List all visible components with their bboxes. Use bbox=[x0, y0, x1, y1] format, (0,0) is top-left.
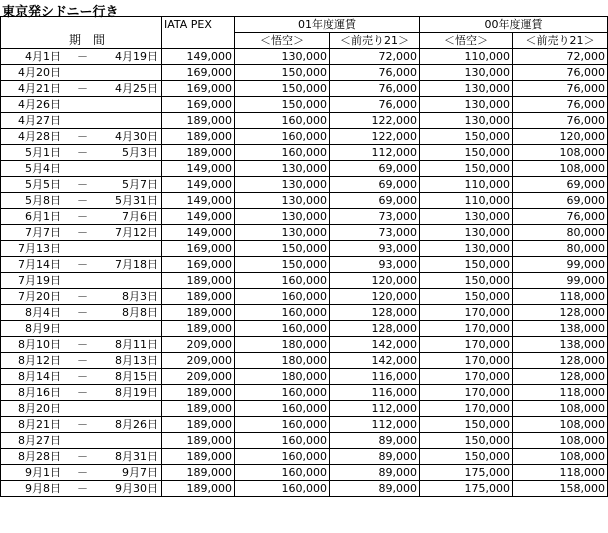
period-dash: － bbox=[77, 210, 88, 223]
goku-01-fare: 160,000 bbox=[235, 401, 330, 417]
period-start: 7月13日 bbox=[18, 242, 61, 255]
maeuri-00-fare: 76,000 bbox=[513, 113, 608, 129]
goku-01-fare: 160,000 bbox=[235, 129, 330, 145]
goku-00-fare: 175,000 bbox=[420, 465, 513, 481]
maeuri-01-fare: 116,000 bbox=[330, 385, 420, 401]
period-cell bbox=[1, 337, 162, 353]
table-row bbox=[1, 353, 608, 369]
goku-00-fare: 170,000 bbox=[420, 305, 513, 321]
goku-01-fare: 160,000 bbox=[235, 321, 330, 337]
goku-01-fare: 160,000 bbox=[235, 305, 330, 321]
period-start: 4月1日 bbox=[25, 50, 61, 63]
maeuri-01-fare: 69,000 bbox=[330, 193, 420, 209]
maeuri-00-fare: 80,000 bbox=[513, 241, 608, 257]
iata-pex-fare: 189,000 bbox=[162, 385, 235, 401]
period-start: 7月20日 bbox=[18, 290, 61, 303]
maeuri-00-fare: 118,000 bbox=[513, 385, 608, 401]
goku-00-fare: 150,000 bbox=[420, 449, 513, 465]
goku-01-fare: 160,000 bbox=[235, 481, 330, 497]
maeuri-01-fare: 73,000 bbox=[330, 225, 420, 241]
table-row bbox=[1, 273, 608, 289]
goku-01-fare: 130,000 bbox=[235, 177, 330, 193]
period-cell bbox=[1, 209, 162, 225]
period-dash: － bbox=[77, 370, 88, 383]
period-end: 5月3日 bbox=[122, 146, 158, 159]
maeuri-00-fare: 76,000 bbox=[513, 81, 608, 97]
maeuri-01-fare: 120,000 bbox=[330, 273, 420, 289]
table-row bbox=[1, 449, 608, 465]
period-cell bbox=[1, 65, 162, 81]
table-row bbox=[1, 481, 608, 497]
maeuri-01-fare: 128,000 bbox=[330, 305, 420, 321]
goku-01-fare: 160,000 bbox=[235, 273, 330, 289]
header-row-sub bbox=[1, 33, 608, 49]
maeuri-00-fare: 108,000 bbox=[513, 449, 608, 465]
iata-pex-fare: 189,000 bbox=[162, 145, 235, 161]
maeuri-00-fare: 158,000 bbox=[513, 481, 608, 497]
maeuri-01-fare: 89,000 bbox=[330, 465, 420, 481]
goku-00-fare: 130,000 bbox=[420, 81, 513, 97]
period-end: 9月7日 bbox=[122, 466, 158, 479]
period-start: 9月8日 bbox=[25, 482, 61, 495]
table-row bbox=[1, 225, 608, 241]
period-cell bbox=[1, 353, 162, 369]
period-start: 5月5日 bbox=[25, 178, 61, 191]
iata-pex-fare: 189,000 bbox=[162, 465, 235, 481]
goku-00-fare: 130,000 bbox=[420, 225, 513, 241]
goku-01-header: ＜悟空＞ bbox=[235, 33, 330, 49]
maeuri-01-fare: 73,000 bbox=[330, 209, 420, 225]
maeuri-01-fare: 122,000 bbox=[330, 129, 420, 145]
period-end: 8月3日 bbox=[122, 290, 158, 303]
goku-00-fare: 170,000 bbox=[420, 369, 513, 385]
table-row bbox=[1, 321, 608, 337]
table-row bbox=[1, 177, 608, 193]
maeuri-01-fare: 76,000 bbox=[330, 81, 420, 97]
goku-01-fare: 150,000 bbox=[235, 257, 330, 273]
iata-pex-fare: 189,000 bbox=[162, 401, 235, 417]
goku-00-fare: 170,000 bbox=[420, 401, 513, 417]
period-end: 8月19日 bbox=[115, 386, 158, 399]
table-row bbox=[1, 433, 608, 449]
period-cell bbox=[1, 81, 162, 97]
goku-01-fare: 160,000 bbox=[235, 113, 330, 129]
goku-00-fare: 150,000 bbox=[420, 257, 513, 273]
iata-pex-fare: 189,000 bbox=[162, 449, 235, 465]
year01-header: 01年度運賃 bbox=[235, 17, 420, 33]
goku-01-fare: 160,000 bbox=[235, 417, 330, 433]
goku-00-fare: 130,000 bbox=[420, 113, 513, 129]
period-cell bbox=[1, 433, 162, 449]
table-row bbox=[1, 65, 608, 81]
goku-00-fare: 110,000 bbox=[420, 193, 513, 209]
maeuri-00-fare: 99,000 bbox=[513, 273, 608, 289]
period-start: 6月1日 bbox=[25, 210, 61, 223]
maeuri-01-fare: 89,000 bbox=[330, 481, 420, 497]
maeuri-00-fare: 128,000 bbox=[513, 353, 608, 369]
period-start: 4月27日 bbox=[18, 114, 61, 127]
period-end: 7月12日 bbox=[115, 226, 158, 239]
period-cell bbox=[1, 97, 162, 113]
period-start: 7月19日 bbox=[18, 274, 61, 287]
maeuri-01-fare: 89,000 bbox=[330, 449, 420, 465]
iata-pex-fare: 209,000 bbox=[162, 337, 235, 353]
goku-00-fare: 130,000 bbox=[420, 241, 513, 257]
period-cell bbox=[1, 481, 162, 497]
page-title: 東京発シドニー行き bbox=[2, 5, 119, 20]
period-end: 4月25日 bbox=[115, 82, 158, 95]
iata-pex-fare: 169,000 bbox=[162, 257, 235, 273]
period-cell bbox=[1, 385, 162, 401]
maeuri-01-fare: 93,000 bbox=[330, 257, 420, 273]
goku-00-fare: 170,000 bbox=[420, 321, 513, 337]
maeuri-00-fare: 138,000 bbox=[513, 337, 608, 353]
fare-table-body bbox=[1, 49, 608, 497]
iata-pex-fare: 189,000 bbox=[162, 417, 235, 433]
period-cell bbox=[1, 49, 162, 65]
period-dash: － bbox=[77, 258, 88, 271]
maeuri-00-fare: 108,000 bbox=[513, 161, 608, 177]
iata-pex-fare: 189,000 bbox=[162, 273, 235, 289]
maeuri-01-fare: 72,000 bbox=[330, 49, 420, 65]
table-row bbox=[1, 193, 608, 209]
period-end: 4月30日 bbox=[115, 130, 158, 143]
table-row bbox=[1, 417, 608, 433]
period-cell bbox=[1, 193, 162, 209]
maeuri-00-header: ＜前売り21＞ bbox=[513, 33, 608, 49]
period-dash: － bbox=[77, 418, 88, 431]
iata-pex-fare: 189,000 bbox=[162, 433, 235, 449]
period-dash: － bbox=[77, 450, 88, 463]
period-start: 5月4日 bbox=[25, 162, 61, 175]
period-end: 9月30日 bbox=[115, 482, 158, 495]
period-cell bbox=[1, 113, 162, 129]
goku-01-fare: 130,000 bbox=[235, 225, 330, 241]
maeuri-01-fare: 142,000 bbox=[330, 337, 420, 353]
period-dash: － bbox=[77, 194, 88, 207]
period-header: 期 間 bbox=[1, 33, 162, 49]
period-dash: － bbox=[77, 466, 88, 479]
iata-pex-fare: 209,000 bbox=[162, 369, 235, 385]
period-end: 7月18日 bbox=[115, 258, 158, 271]
iata-pex-fare: 149,000 bbox=[162, 209, 235, 225]
table-row bbox=[1, 145, 608, 161]
period-cell bbox=[1, 401, 162, 417]
iata-pex-fare: 169,000 bbox=[162, 65, 235, 81]
table-row bbox=[1, 289, 608, 305]
maeuri-00-fare: 99,000 bbox=[513, 257, 608, 273]
maeuri-00-fare: 69,000 bbox=[513, 177, 608, 193]
maeuri-00-fare: 80,000 bbox=[513, 225, 608, 241]
period-start: 7月7日 bbox=[25, 226, 61, 239]
period-dash: － bbox=[77, 146, 88, 159]
table-row bbox=[1, 401, 608, 417]
goku-00-fare: 150,000 bbox=[420, 129, 513, 145]
maeuri-01-fare: 76,000 bbox=[330, 97, 420, 113]
period-cell bbox=[1, 289, 162, 305]
goku-00-fare: 150,000 bbox=[420, 289, 513, 305]
period-start: 9月1日 bbox=[25, 466, 61, 479]
goku-01-fare: 160,000 bbox=[235, 145, 330, 161]
maeuri-01-fare: 112,000 bbox=[330, 417, 420, 433]
year00-header: 00年度運賃 bbox=[420, 17, 608, 33]
goku-00-fare: 150,000 bbox=[420, 273, 513, 289]
period-end: 5月7日 bbox=[122, 178, 158, 191]
table-row bbox=[1, 209, 608, 225]
goku-01-fare: 150,000 bbox=[235, 241, 330, 257]
table-row bbox=[1, 97, 608, 113]
iata-pex-header: IATA PEX bbox=[162, 17, 235, 33]
maeuri-01-fare: 120,000 bbox=[330, 289, 420, 305]
maeuri-01-fare: 76,000 bbox=[330, 65, 420, 81]
maeuri-00-fare: 138,000 bbox=[513, 321, 608, 337]
period-end: 8月13日 bbox=[115, 354, 158, 367]
period-start: 4月26日 bbox=[18, 98, 61, 111]
period-cell bbox=[1, 305, 162, 321]
period-cell bbox=[1, 449, 162, 465]
period-dash: － bbox=[77, 290, 88, 303]
period-start: 4月20日 bbox=[18, 66, 61, 79]
period-start: 4月28日 bbox=[18, 130, 61, 143]
period-start: 8月16日 bbox=[18, 386, 61, 399]
iata-pex-fare: 169,000 bbox=[162, 81, 235, 97]
iata-pex-fare: 189,000 bbox=[162, 305, 235, 321]
goku-01-fare: 130,000 bbox=[235, 209, 330, 225]
goku-01-fare: 160,000 bbox=[235, 385, 330, 401]
table-row bbox=[1, 257, 608, 273]
goku-01-fare: 130,000 bbox=[235, 49, 330, 65]
iata-pex-fare: 189,000 bbox=[162, 129, 235, 145]
iata-pex-fare: 149,000 bbox=[162, 193, 235, 209]
goku-01-fare: 180,000 bbox=[235, 369, 330, 385]
maeuri-01-fare: 142,000 bbox=[330, 353, 420, 369]
maeuri-01-fare: 89,000 bbox=[330, 433, 420, 449]
goku-00-fare: 130,000 bbox=[420, 209, 513, 225]
maeuri-01-fare: 69,000 bbox=[330, 177, 420, 193]
period-end: 8月8日 bbox=[122, 306, 158, 319]
maeuri-00-fare: 76,000 bbox=[513, 97, 608, 113]
period-end: 8月15日 bbox=[115, 370, 158, 383]
period-cell bbox=[1, 273, 162, 289]
maeuri-00-fare: 108,000 bbox=[513, 401, 608, 417]
goku-00-fare: 130,000 bbox=[420, 65, 513, 81]
goku-01-fare: 160,000 bbox=[235, 449, 330, 465]
table-row bbox=[1, 337, 608, 353]
period-dash: － bbox=[77, 306, 88, 319]
maeuri-00-fare: 72,000 bbox=[513, 49, 608, 65]
period-dash: － bbox=[77, 482, 88, 495]
period-dash: － bbox=[77, 130, 88, 143]
period-start: 8月28日 bbox=[18, 450, 61, 463]
maeuri-00-fare: 108,000 bbox=[513, 145, 608, 161]
period-dash: － bbox=[77, 226, 88, 239]
goku-01-fare: 150,000 bbox=[235, 97, 330, 113]
maeuri-00-fare: 69,000 bbox=[513, 193, 608, 209]
period-start: 4月21日 bbox=[18, 82, 61, 95]
goku-01-fare: 150,000 bbox=[235, 81, 330, 97]
period-cell bbox=[1, 241, 162, 257]
period-start: 5月1日 bbox=[25, 146, 61, 159]
goku-01-fare: 150,000 bbox=[235, 65, 330, 81]
goku-00-fare: 170,000 bbox=[420, 353, 513, 369]
table-row bbox=[1, 81, 608, 97]
iata-pex-fare: 149,000 bbox=[162, 177, 235, 193]
maeuri-00-fare: 118,000 bbox=[513, 289, 608, 305]
period-start: 8月9日 bbox=[25, 322, 61, 335]
period-cell bbox=[1, 321, 162, 337]
maeuri-01-fare: 93,000 bbox=[330, 241, 420, 257]
iata-pex-fare: 189,000 bbox=[162, 321, 235, 337]
iata-pex-fare: 149,000 bbox=[162, 161, 235, 177]
table-row bbox=[1, 385, 608, 401]
iata-pex-fare: 209,000 bbox=[162, 353, 235, 369]
period-cell bbox=[1, 465, 162, 481]
period-dash: － bbox=[77, 50, 88, 63]
goku-01-fare: 180,000 bbox=[235, 337, 330, 353]
period-cell bbox=[1, 369, 162, 385]
period-start: 8月14日 bbox=[18, 370, 61, 383]
period-start: 8月20日 bbox=[18, 402, 61, 415]
iata-pex-fare: 169,000 bbox=[162, 97, 235, 113]
period-cell bbox=[1, 257, 162, 273]
goku-01-fare: 130,000 bbox=[235, 161, 330, 177]
goku-01-fare: 160,000 bbox=[235, 465, 330, 481]
goku-01-fare: 160,000 bbox=[235, 289, 330, 305]
maeuri-01-fare: 69,000 bbox=[330, 161, 420, 177]
table-row bbox=[1, 465, 608, 481]
maeuri-01-header: ＜前売り21＞ bbox=[330, 33, 420, 49]
goku-01-fare: 160,000 bbox=[235, 433, 330, 449]
maeuri-00-fare: 128,000 bbox=[513, 369, 608, 385]
period-dash: － bbox=[77, 178, 88, 191]
period-start: 8月12日 bbox=[18, 354, 61, 367]
period-cell bbox=[1, 417, 162, 433]
goku-00-fare: 150,000 bbox=[420, 433, 513, 449]
goku-00-fare: 150,000 bbox=[420, 161, 513, 177]
goku-01-fare: 180,000 bbox=[235, 353, 330, 369]
period-dash: － bbox=[77, 386, 88, 399]
table-row bbox=[1, 161, 608, 177]
maeuri-00-fare: 120,000 bbox=[513, 129, 608, 145]
maeuri-00-fare: 128,000 bbox=[513, 305, 608, 321]
header-row-top bbox=[1, 17, 608, 33]
table-row bbox=[1, 241, 608, 257]
maeuri-00-fare: 118,000 bbox=[513, 465, 608, 481]
goku-00-fare: 130,000 bbox=[420, 97, 513, 113]
period-header-blank bbox=[1, 17, 162, 33]
goku-00-fare: 110,000 bbox=[420, 49, 513, 65]
maeuri-00-fare: 108,000 bbox=[513, 433, 608, 449]
maeuri-01-fare: 112,000 bbox=[330, 401, 420, 417]
period-end: 8月11日 bbox=[115, 338, 158, 351]
iata-sub-blank bbox=[162, 33, 235, 49]
maeuri-01-fare: 122,000 bbox=[330, 113, 420, 129]
table-row bbox=[1, 129, 608, 145]
period-cell bbox=[1, 161, 162, 177]
goku-00-header: ＜悟空＞ bbox=[420, 33, 513, 49]
table-row bbox=[1, 49, 608, 65]
maeuri-00-fare: 76,000 bbox=[513, 209, 608, 225]
period-dash: － bbox=[77, 338, 88, 351]
maeuri-01-fare: 116,000 bbox=[330, 369, 420, 385]
period-end: 4月19日 bbox=[115, 50, 158, 63]
goku-00-fare: 150,000 bbox=[420, 417, 513, 433]
period-start: 7月14日 bbox=[18, 258, 61, 271]
period-cell bbox=[1, 145, 162, 161]
period-end: 8月26日 bbox=[115, 418, 158, 431]
fare-table bbox=[0, 16, 608, 497]
table-row bbox=[1, 305, 608, 321]
maeuri-00-fare: 76,000 bbox=[513, 65, 608, 81]
goku-00-fare: 170,000 bbox=[420, 385, 513, 401]
goku-01-fare: 130,000 bbox=[235, 193, 330, 209]
period-cell bbox=[1, 129, 162, 145]
goku-00-fare: 150,000 bbox=[420, 145, 513, 161]
period-end: 5月31日 bbox=[115, 194, 158, 207]
period-start: 8月4日 bbox=[25, 306, 61, 319]
maeuri-00-fare: 108,000 bbox=[513, 417, 608, 433]
period-dash: － bbox=[77, 82, 88, 95]
iata-pex-fare: 169,000 bbox=[162, 241, 235, 257]
iata-pex-fare: 189,000 bbox=[162, 289, 235, 305]
period-start: 8月21日 bbox=[18, 418, 61, 431]
period-end: 8月31日 bbox=[115, 450, 158, 463]
maeuri-01-fare: 112,000 bbox=[330, 145, 420, 161]
iata-pex-fare: 189,000 bbox=[162, 481, 235, 497]
period-end: 7月6日 bbox=[122, 210, 158, 223]
period-cell bbox=[1, 177, 162, 193]
period-dash: － bbox=[77, 354, 88, 367]
table-row bbox=[1, 369, 608, 385]
goku-00-fare: 110,000 bbox=[420, 177, 513, 193]
period-start: 8月27日 bbox=[18, 434, 61, 447]
iata-pex-fare: 149,000 bbox=[162, 49, 235, 65]
iata-pex-fare: 149,000 bbox=[162, 225, 235, 241]
period-start: 8月10日 bbox=[18, 338, 61, 351]
table-row bbox=[1, 113, 608, 129]
period-cell bbox=[1, 225, 162, 241]
maeuri-01-fare: 128,000 bbox=[330, 321, 420, 337]
goku-00-fare: 170,000 bbox=[420, 337, 513, 353]
goku-00-fare: 175,000 bbox=[420, 481, 513, 497]
period-start: 5月8日 bbox=[25, 194, 61, 207]
iata-pex-fare: 189,000 bbox=[162, 113, 235, 129]
